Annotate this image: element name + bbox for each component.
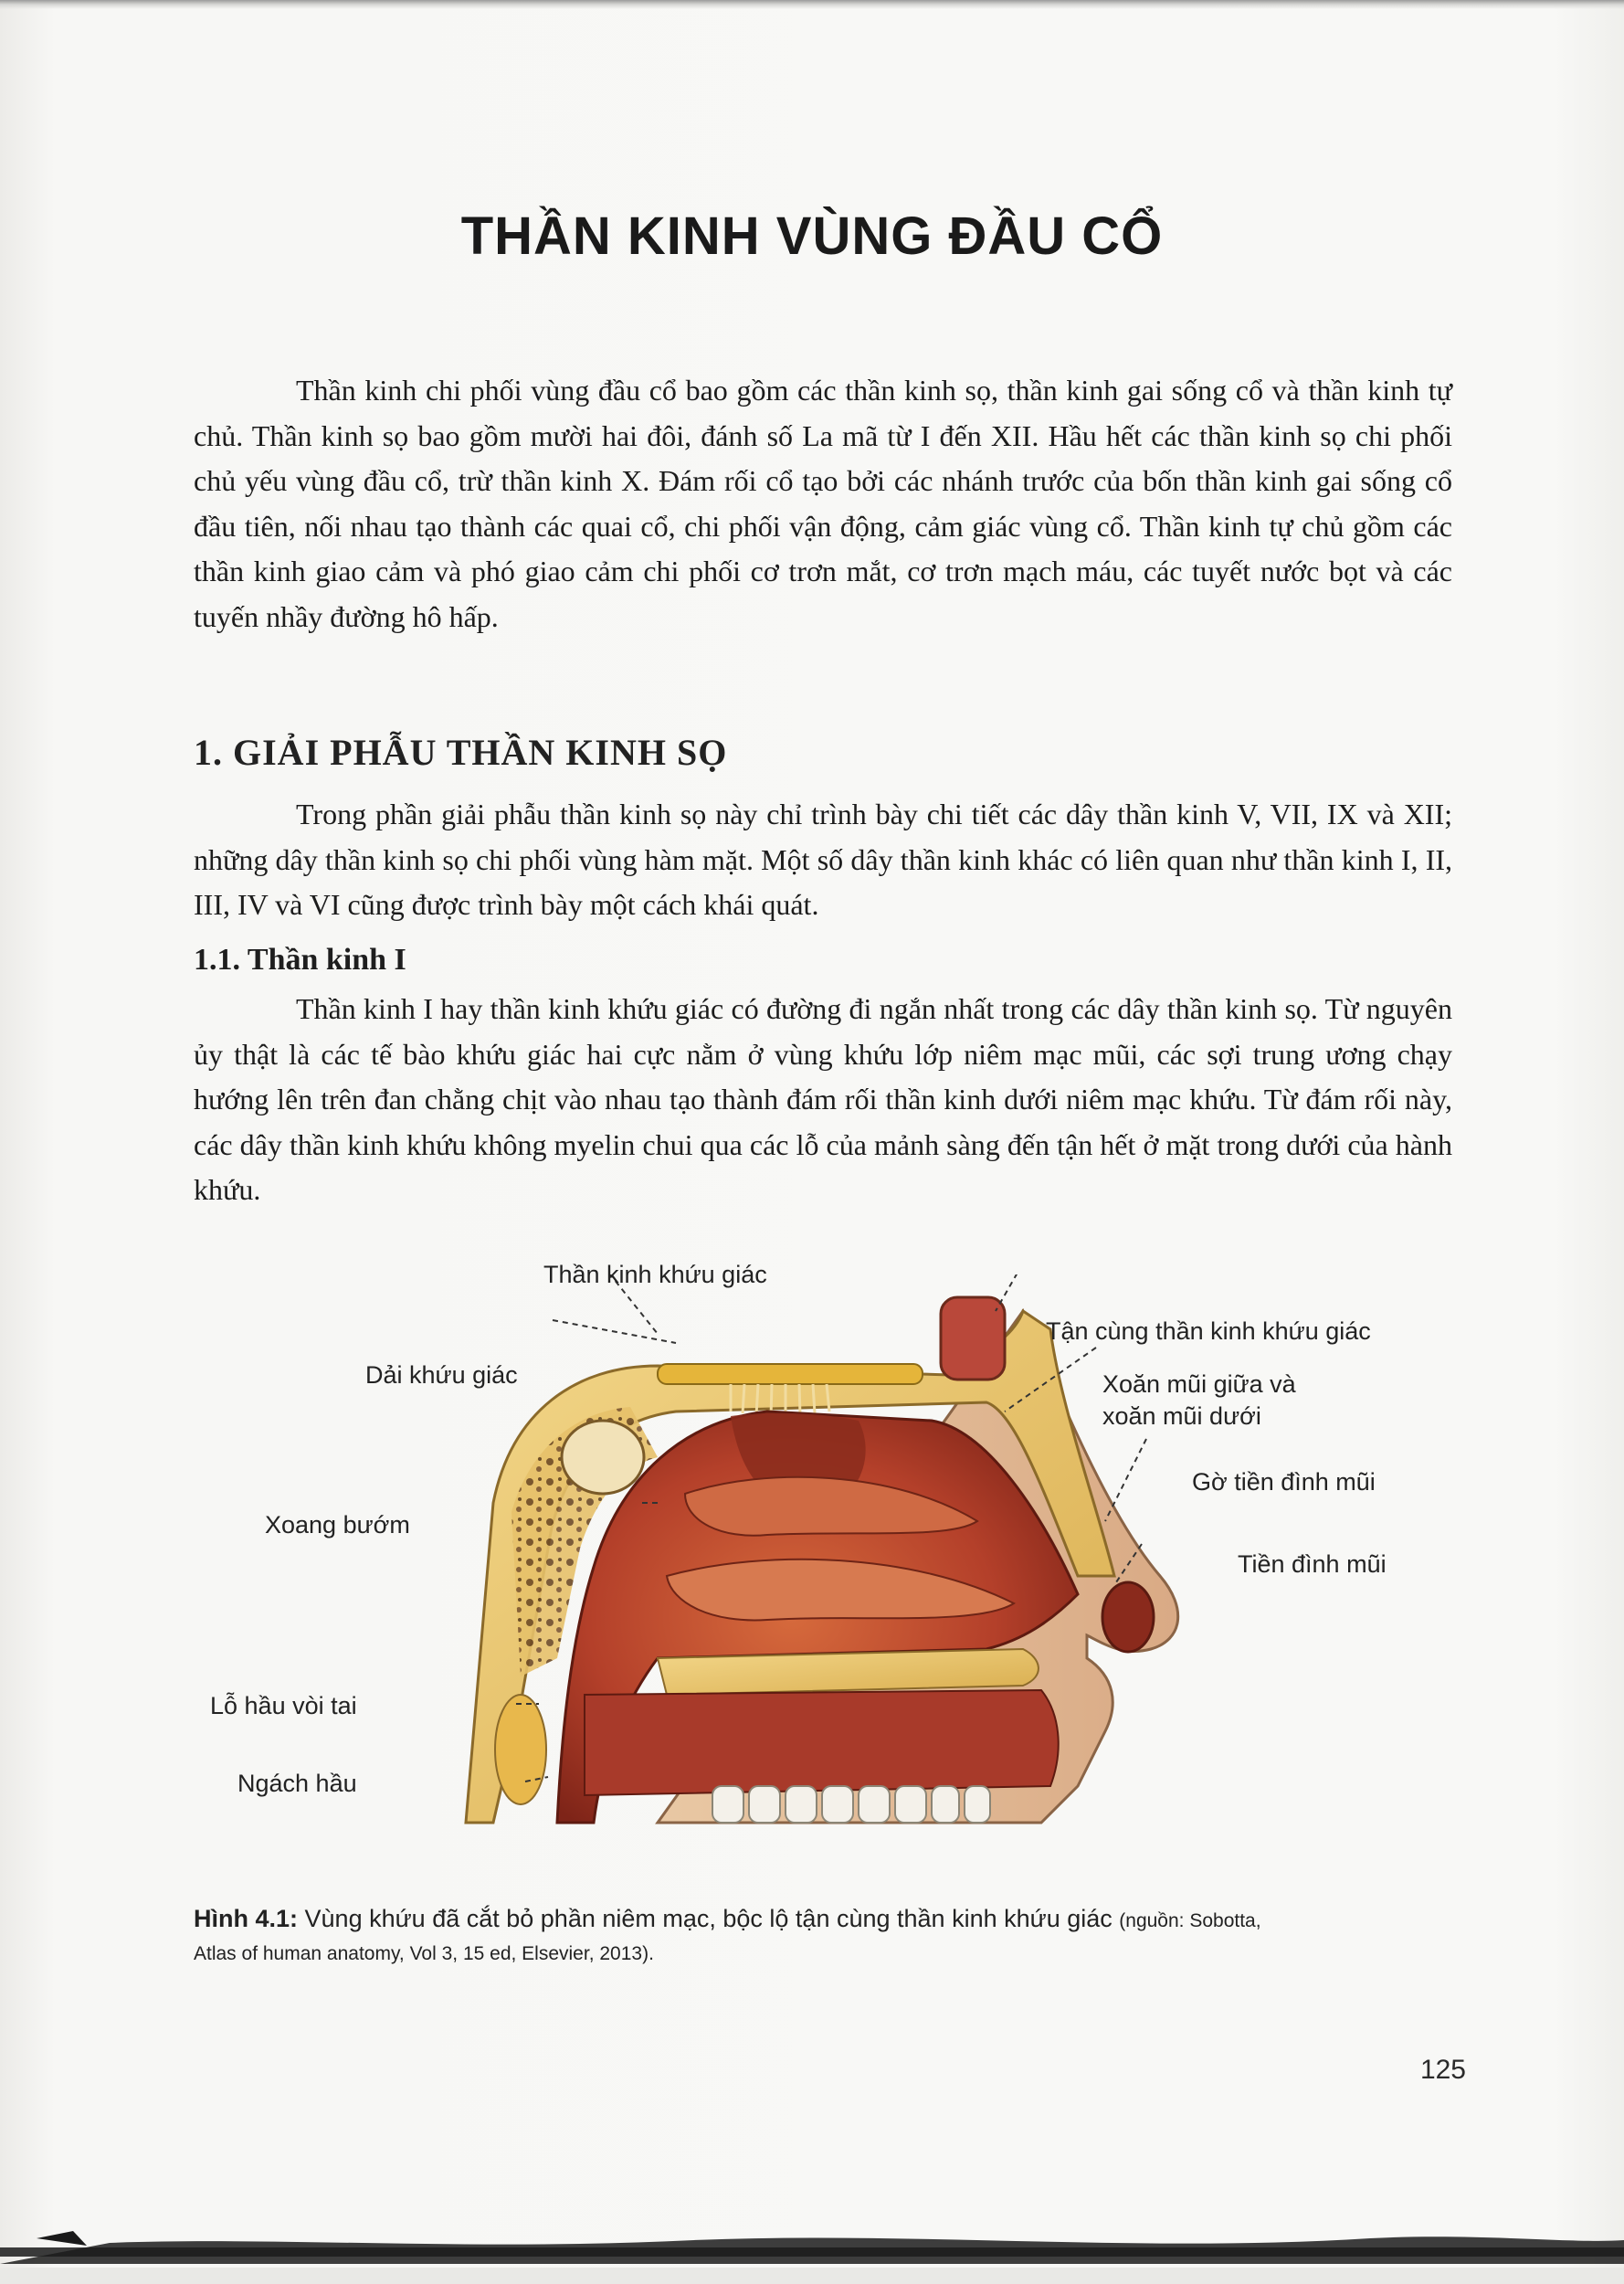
label-pharyngeal-recess: Ngách hầu	[237, 1770, 357, 1797]
caption-label: Hình 4.1:	[194, 1905, 299, 1932]
section-text: Trong phần giải phẫu thần kinh sọ này chỉ trình bày chi tiết các dây thần kinh V, VII, IX và XII; những dây thần kinh sọ chi phối vùng hàm mặt. Một số dây thần kinh khác có liên quan như thần kinh I, II, III, IV và VI cũng được trình bày một cách khái quát.	[194, 798, 1452, 921]
intro-text: Thần kinh chi phối vùng đầu cổ bao gồm các thần kinh sọ, thần kinh gai sống cổ và thần kinh tự chủ. Thần kinh sọ bao gồm mười hai đôi, đánh số La mã từ I đến XII. Hầu hết các thần kinh sọ chi phối chủ yếu vùng đầu cổ, trừ thần kinh X. Đám rối cổ tạo bởi các nhánh trước của bốn thần kinh gai sống cổ đầu tiên, nối nhau tạo thành các quai cổ, chi phối vận động, cảm giác vùng cổ. Thần kinh tự chủ gồm các thần kinh giao cảm và phó giao cảm chi phối cơ trơn mắt, cơ trơn mạch máu, các tuyết nước bọt và các tuyến nhầy đường hô hấp.	[194, 374, 1452, 633]
nasal-cavity-illustration	[384, 1274, 1279, 1859]
label-tube-opening: Lỗ hầu vòi tai	[210, 1692, 357, 1719]
subsection-paragraph	[194, 987, 1452, 1213]
subsection-heading: 1.1. Thần kinh I	[194, 943, 406, 977]
label-conchae-2: xoăn mũi dưới	[1102, 1402, 1261, 1430]
label-olfactory-nerve: Thần kinh khứu giác	[543, 1261, 767, 1288]
top-edge-rule	[0, 0, 1624, 9]
subsection-text: Thần kinh I hay thần kinh khứu giác có đường đi ngắn nhất trong các dây thần kinh sọ. Từ nguyên ủy thật là các tế bào khứu giác hai cực nằm ở vùng khứu lớp niêm mạc mũi, các sợi trung ương chạy hướng lên trên đan chằng chịt vào nhau tạo thành đám rối thần kinh dưới niêm mạc khứu. Từ đám rối này, các dây thần kinh khứu không myelin chui qua các lỗ của mảnh sàng đến tận hết ở mặt trong dưới của hành khứu.	[194, 992, 1452, 1206]
label-sphenoid-sinus: Xoang bướm	[265, 1511, 410, 1539]
label-olfactory-tract: Dải khứu giác	[365, 1361, 518, 1389]
figure-caption	[194, 1902, 1472, 1971]
caption-source-1: (nguồn: Sobotta,	[1119, 1910, 1261, 1931]
caption-source-2: Atlas of human anatomy, Vol 3, 15 ed, Elsevier, 2013).	[194, 1943, 654, 1964]
section-paragraph	[194, 792, 1452, 928]
label-conchae-1: Xoăn mũi giữa và	[1102, 1370, 1296, 1398]
page-title: THẦN KINH VÙNG ĐẦU CỔ	[460, 206, 1164, 266]
section-heading: 1. GIẢI PHẪU THẦN KINH SỌ	[194, 732, 728, 773]
label-limen-nasi: Gờ tiền đình mũi	[1192, 1468, 1376, 1496]
caption-text: Vùng khứu đã cắt bỏ phần niêm mạc, bộc lộ tận cùng thần kinh khứu giác	[304, 1905, 1113, 1932]
scan-edge-artifact	[0, 2193, 1624, 2284]
page-number: 125	[1419, 2055, 1466, 2085]
label-nasal-vestibule: Tiền đình mũi	[1238, 1550, 1387, 1578]
label-olfactory-endings: Tận cùng thần kinh khứu giác	[1046, 1317, 1371, 1345]
intro-paragraph	[194, 368, 1452, 640]
